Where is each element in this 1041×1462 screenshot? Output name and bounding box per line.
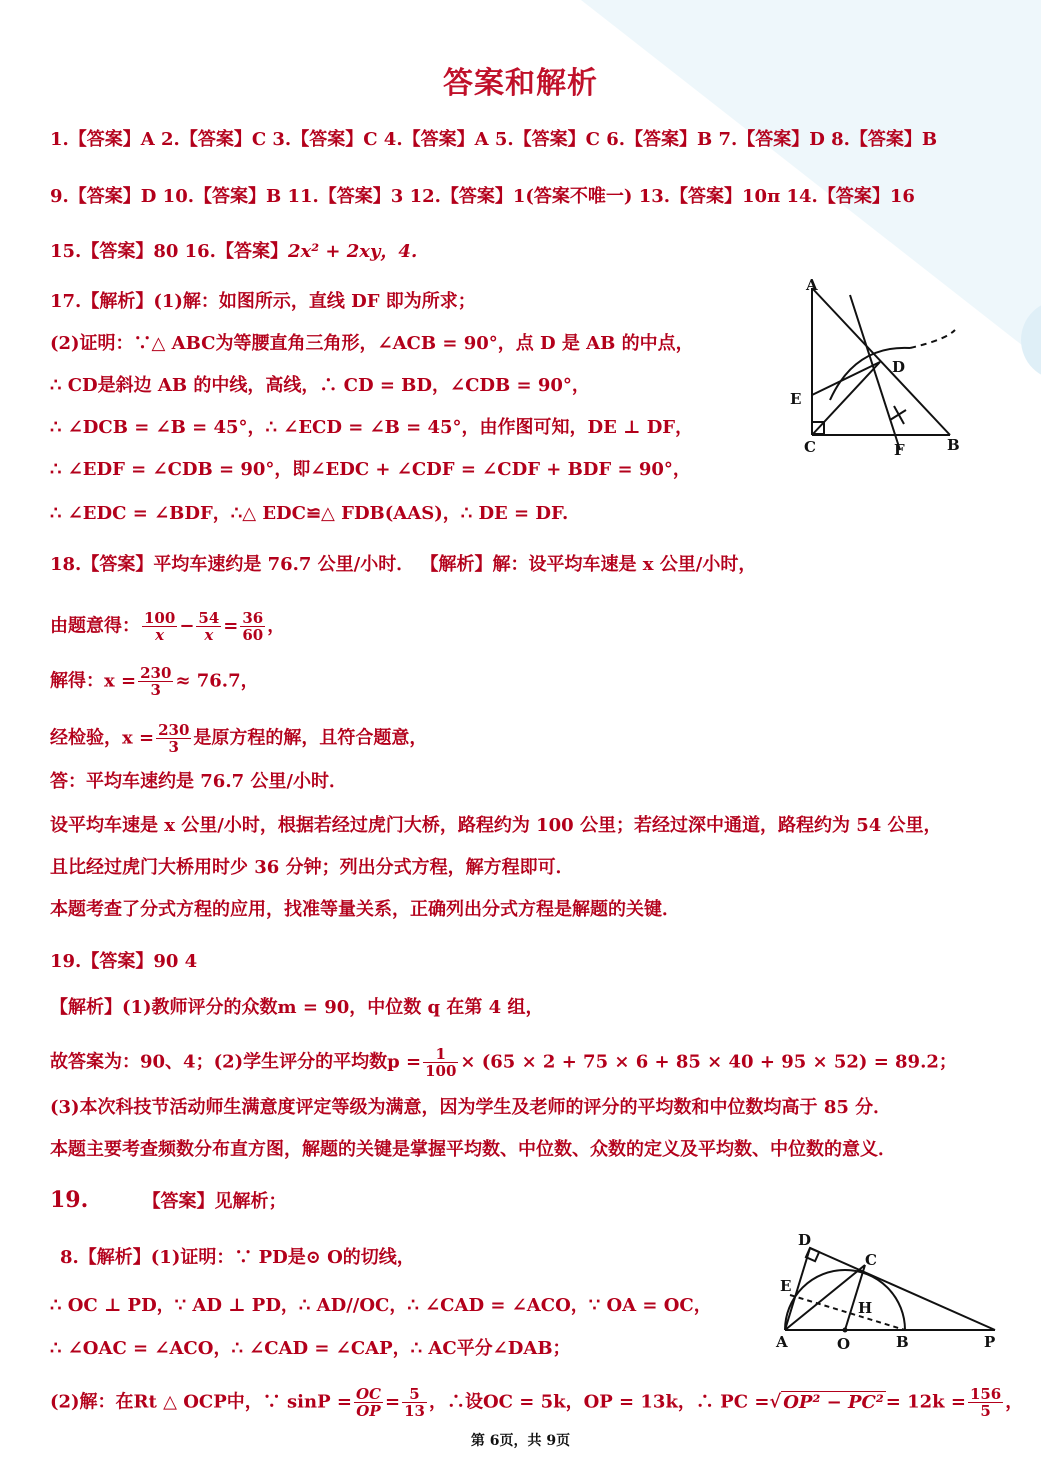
q18-fraction-4 <box>138 665 173 698</box>
q18-fraction-2-den: x <box>204 626 214 644</box>
q20-label-p: P <box>984 1333 996 1351</box>
q20-equals: = <box>384 1391 401 1413</box>
q17-label-b: B <box>947 436 960 454</box>
q18-fraction-2-num: 54 <box>198 609 220 627</box>
q20-sqrt-body: OP² − PC² <box>783 1391 884 1413</box>
q17-line-6: ∴ ∠EDC = ∠BDF，∴△ EDC≌△ FDB(AAS)，∴ DE = DF. <box>50 503 569 524</box>
q20-label-a: A <box>776 1333 788 1351</box>
answers-row-2: 9.【答案】D 10.【答案】B 11.【答案】3 12.【答案】1(答案不唯一) 13.【答案】10π 14.【答案】16 <box>50 186 915 207</box>
q20-fraction-b <box>402 1386 427 1419</box>
q18-equals: = <box>223 615 239 637</box>
q18-fraction-3-num: 36 <box>242 609 264 627</box>
q18-fraction-1-den: x <box>155 626 165 644</box>
q20-line-4 <box>50 1386 1023 1419</box>
q20-sqrt-sign: √ <box>769 1391 782 1413</box>
q20-fraction-c-den: 5 <box>980 1402 991 1420</box>
q18-line-8: 本题考查了分式方程的应用，找准等量关系，正确列出分式方程是解题的关键． <box>50 899 680 920</box>
q17-line-1: 17.【解析】(1)解：如图所示，直线 DF 即为所求； <box>50 291 476 312</box>
answers-row-1: 1.【答案】A 2.【答案】C 3.【答案】C 4.【答案】A 5.【答案】C 6.【答案】B 7.【答案】D 8.【答案】B <box>50 129 938 150</box>
q20-label-e: E <box>780 1277 792 1295</box>
q20-label-o: O <box>837 1335 851 1353</box>
q18-line-7: 且比经过虎门大桥用时少 36 分钟；列出分式方程，解方程即可． <box>50 857 574 878</box>
q20-label-h: H <box>858 1299 873 1317</box>
page-title: 答案和解析 <box>443 66 598 101</box>
q17-line-5: ∴ ∠EDF = ∠CDB = 90°，即∠EDC + ∠CDF = ∠CDF + BDF = 90°， <box>50 459 691 480</box>
q20-label-b: B <box>896 1333 909 1351</box>
q18-line-6: 设平均车速是 x 公里/小时，根据若经过虎门大桥，路程约为 100 公里；若经过深中通道，路程约为 54 公里， <box>50 815 942 836</box>
q19-line-3-prefix: 故答案为：90、4；(2)学生评分的平均数p = <box>50 1051 422 1073</box>
q20-line-1: 8.【解析】(1)证明：∵ PD是⊙ O的切线， <box>60 1247 415 1268</box>
q17-label-d: D <box>892 358 906 376</box>
q18-fraction-5 <box>156 722 191 755</box>
q19-line-1: 19.【答案】90 4 <box>50 951 198 972</box>
q18-line-4-prefix: 经检验，x = <box>50 727 155 749</box>
answers-row-3 <box>50 240 417 264</box>
q18-fraction-4-num: 230 <box>140 664 172 682</box>
q18-fraction-1-num: 100 <box>144 609 176 627</box>
q17-label-e: E <box>790 390 802 408</box>
q18-fraction-3 <box>240 610 265 643</box>
q20-line-4-mid2: = 12k = <box>885 1391 966 1413</box>
q17-label-f: F <box>894 441 905 459</box>
q20-number: 19. <box>50 1187 89 1213</box>
q18-line-1: 18.【答案】平均车速约是 76.7 公里/小时． 【解析】解：设平均车速是 x 公里/小时， <box>50 554 757 575</box>
q17-line-4: ∴ ∠DCB = ∠B = 45°，∴ ∠ECD = ∠B = 45°，由作图可知，DE ⊥ DF， <box>50 417 694 438</box>
q18-line-4-suffix: 是原方程的解，且符合题意， <box>193 727 428 749</box>
q17-line-3: ∴ CD是斜边 AB 的中线，高线，∴ CD = BD，∠CDB = 90°， <box>50 375 590 396</box>
q20-fraction-a-den: OP <box>356 1402 381 1420</box>
q20-answer-label: 【答案】见解析； <box>142 1191 287 1212</box>
q19-line-4: (3)本次科技节活动师生满意度评定等级为满意，因为学生及老师的评分的平均数和中位数均高于 85 分． <box>50 1097 892 1118</box>
q18-line-2-prefix: 由题意得： <box>50 615 140 637</box>
q20-fraction-c <box>968 1386 1003 1419</box>
q19-fraction-den: 100 <box>425 1062 457 1080</box>
q19-line-5: 本题主要考查频数分布直方图，解题的关键是掌握平均数、中位数、众数的定义及平均数、中位数的意义． <box>50 1139 896 1160</box>
q19-line-3-suffix: × (65 × 2 + 75 × 6 + 85 × 40 + 95 × 52) = 89.2； <box>460 1051 957 1073</box>
q20-label-c: C <box>865 1251 877 1269</box>
q20-figure <box>770 1225 1010 1355</box>
q17-figure <box>770 270 970 465</box>
q20-line-3: ∴ ∠OAC = ∠ACO，∴ ∠CAD = ∠CAP，∴ AC平分∠DAB； <box>50 1338 571 1359</box>
answers-row-3-prefix: 15.【答案】80 16.【答案】 <box>50 241 288 262</box>
q18-line-3-prefix: 解得：x = <box>50 670 137 692</box>
q20-label-d: D <box>798 1231 812 1249</box>
q18-fraction-5-den: 3 <box>168 738 179 756</box>
q18-line-3-suffix: ≈ 76.7， <box>175 670 259 692</box>
q18-line-2 <box>50 610 285 643</box>
q17-label-a: A <box>806 276 818 294</box>
q20-line-4-suffix: ， <box>1005 1391 1024 1413</box>
q18-fraction-5-num: 230 <box>158 721 190 739</box>
q20-fraction-c-num: 156 <box>969 1385 1002 1403</box>
q18-fraction-4-den: 3 <box>150 681 161 699</box>
q20-fraction-a-num: OC <box>355 1385 381 1403</box>
q18-fraction-3-den: 60 <box>242 626 264 644</box>
q19-fraction <box>423 1046 458 1079</box>
q18-line-2-suffix: ， <box>267 615 286 637</box>
background-decoration-circle <box>1021 300 1041 380</box>
q19-fraction-num: 1 <box>423 1046 458 1063</box>
q20-fraction-a <box>354 1386 383 1419</box>
q17-label-c: C <box>804 438 816 456</box>
q20-fraction-b-den: 13 <box>404 1402 425 1420</box>
q19-line-2: 【解析】(1)教师评分的众数m = 90，中位数 q 在第 4 组， <box>50 997 544 1018</box>
q17-line-2: (2)证明：∵△ ABC为等腰直角三角形，∠ACB = 90°，点 D 是 AB 的中点， <box>50 333 694 354</box>
q18-minus: − <box>179 615 195 637</box>
q20-header <box>50 1188 287 1214</box>
q20-line-4-prefix: (2)解：在Rt △ OCP中，∵ sinP = <box>50 1391 352 1413</box>
q18-fraction-1 <box>142 610 177 643</box>
answers-row-3-math: 2x² + 2xy，4. <box>287 241 418 262</box>
q18-line-3 <box>50 665 259 698</box>
q20-line-2: ∴ OC ⊥ PD，∵ AD ⊥ PD，∴ AD//OC，∴ ∠CAD = ∠ACO，∵ OA = OC， <box>50 1295 712 1316</box>
q20-fraction-b-num: 5 <box>402 1386 427 1403</box>
page-footer: 第 6页，共 9页 <box>470 1433 571 1449</box>
q19-line-3 <box>50 1046 957 1079</box>
q18-fraction-2 <box>196 610 221 643</box>
q18-line-5: 答：平均车速约是 76.7 公里/小时． <box>50 771 347 792</box>
q18-line-4 <box>50 722 427 755</box>
q20-line-4-mid: ，∴设OC = 5k，OP = 13k，∴ PC = <box>428 1391 770 1413</box>
